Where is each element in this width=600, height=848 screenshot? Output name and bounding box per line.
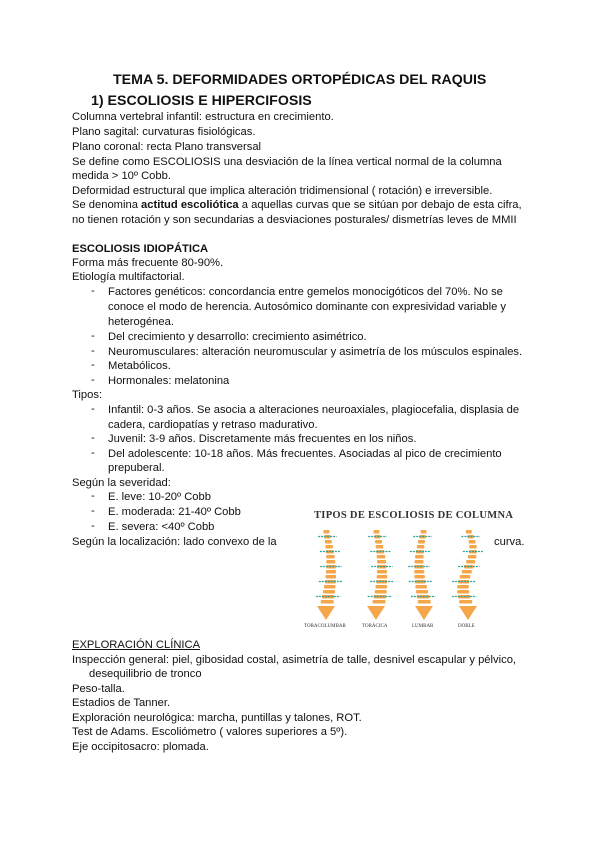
vertebra	[321, 600, 334, 604]
attitude-pre: Se denomina	[72, 199, 142, 211]
vertebra	[377, 555, 386, 559]
vertebra	[466, 560, 475, 564]
vertebra	[323, 590, 335, 594]
vertebra	[325, 545, 333, 549]
attitude-bold: actitud escoliótica	[141, 199, 239, 211]
list-item: Metabólicos.	[108, 360, 171, 372]
sacrum	[415, 606, 433, 620]
vertebra	[375, 540, 382, 544]
attitude-line	[72, 198, 522, 212]
attitude-post: a aquellas curvas que se sitúan por debajo de esta cifra,	[238, 199, 522, 211]
vertebra	[375, 590, 387, 594]
text-line: Inspección general: piel, gibosidad costal, asimetría de talle, desnivel escapular y pélvico,	[72, 654, 517, 666]
section-heading-idiopatica: ESCOLIOSIS IDIOPÁTICA	[72, 243, 209, 255]
figure-title: TIPOS DE ESCOLIOSIS DE COLUMNA	[314, 510, 514, 521]
spine-3	[452, 530, 483, 620]
vertebra	[324, 585, 336, 589]
vertebra	[415, 560, 424, 564]
list-bullet: -	[91, 447, 95, 459]
vertebra	[414, 575, 425, 579]
list-bullet: -	[91, 403, 95, 415]
vertebra	[415, 555, 424, 559]
vertebra	[377, 570, 387, 574]
vertebra	[421, 530, 427, 534]
vertebra	[469, 545, 477, 549]
vertebra	[377, 575, 388, 579]
vertebra	[414, 570, 424, 574]
text-line: no tienen rotación y son secundarias a desviaciones posturales/ dismetrías leves de MMII	[72, 214, 517, 226]
spine-0	[316, 530, 342, 620]
figure-label-toracolumbar: TORACOLUMBAR	[304, 624, 346, 629]
sacrum	[317, 606, 335, 620]
vertebra	[376, 545, 384, 549]
spine-2	[408, 530, 435, 620]
localizacion-text-end: curva.	[494, 536, 525, 548]
text-line: Test de Adams. Escoliómetro ( valores superiores a 5º).	[72, 726, 348, 738]
list-bullet: -	[91, 490, 95, 502]
section-heading-escoliosis: 1) ESCOLIOSIS E HIPERCIFOSIS	[91, 93, 312, 109]
figure-label-toracica: TORÁCICA	[362, 624, 388, 629]
vertebra	[462, 570, 472, 574]
figure-label-lumbar: LUMBAR	[412, 624, 434, 629]
spine-illustrations	[296, 510, 496, 622]
text-line-cont: desequilibrio de tronco	[89, 668, 202, 680]
vertebra	[325, 540, 332, 544]
list-item-cont: heterogénea.	[108, 316, 174, 328]
vertebra	[377, 560, 386, 564]
vertebra	[376, 585, 388, 589]
text-line: medida > 10º Cobb.	[72, 170, 171, 182]
vertebra	[418, 600, 431, 604]
document-title: TEMA 5. DEFORMIDADES ORTOPÉDICAS DEL RAQUIS	[113, 72, 487, 88]
vertebra	[466, 530, 472, 534]
severidad-label: Según la severidad:	[72, 477, 171, 489]
tipos-label: Tipos:	[72, 389, 103, 401]
list-item: Juvenil: 3-9 años. Discretamente más frecuentes en los niños.	[108, 433, 417, 445]
vertebra	[373, 600, 386, 604]
text-line: Eje occipitosacro: plomada.	[72, 741, 209, 753]
list-item-cont: prepuberal.	[108, 462, 165, 474]
list-item: E. severa: <40º Cobb	[108, 521, 215, 533]
list-bullet: -	[91, 432, 95, 444]
sacrum	[367, 606, 385, 620]
figure-label-doble: DOBLE	[458, 624, 475, 629]
list-item: Neuromusculares: alteración neuromuscular y asimetría de los músculos espinales.	[108, 346, 523, 358]
text-line: Etiología multifactorial.	[72, 271, 185, 283]
text-line: Plano sagital: curvaturas fisiológicas.	[72, 126, 256, 138]
vertebra	[326, 555, 335, 559]
text-line: Se define como ESCOLIOSIS una desviación de la línea vertical normal de la columna	[72, 156, 502, 168]
vertebra	[460, 575, 471, 579]
list-item: Hormonales: melatonina	[108, 375, 230, 387]
list-item: Infantil: 0-3 años. Se asocia a alteraciones neuroaxiales, plagiocefalia, displasia de	[108, 404, 520, 416]
text-line: Deformidad estructural que implica alteración tridimensional ( rotación) e irreversible.	[72, 185, 493, 197]
localizacion-text: Según la localización: lado convexo de la	[72, 536, 277, 548]
list-bullet: -	[91, 505, 95, 517]
vertebra	[459, 600, 472, 604]
text-line: Plano coronal: recta Plano transversal	[72, 141, 262, 153]
vertebra	[468, 555, 477, 559]
list-bullet: -	[91, 520, 95, 532]
list-bullet: -	[91, 359, 95, 371]
text-line: Estadios de Tanner.	[72, 697, 171, 709]
list-item-cont: cadera, cardiopatías y retraso madurativo.	[108, 419, 318, 431]
list-item: Del adolescente: 10-18 años. Más frecuentes. Asociadas al pico de crecimiento	[108, 448, 502, 460]
vertebra	[326, 560, 335, 564]
spine-1	[367, 530, 393, 620]
list-bullet: -	[91, 285, 95, 297]
list-item-cont: conoce el modo de herencia. Autosómico dominante con expresividad variable y	[108, 301, 507, 313]
list-item: E. moderada: 21-40º Cobb	[108, 506, 241, 518]
vertebra	[415, 585, 427, 589]
section-heading-exploracion: EXPLORACIÓN CLÍNICA	[72, 639, 201, 651]
sacrum	[459, 606, 477, 620]
vertebra	[417, 545, 425, 549]
vertebra	[418, 540, 425, 544]
vertebra	[457, 590, 469, 594]
list-item: Del crecimiento y desarrollo: crecimiento asimétrico.	[108, 331, 367, 343]
vertebra	[325, 575, 336, 579]
list-bullet: -	[91, 374, 95, 386]
vertebra	[416, 590, 428, 594]
vertebra	[326, 570, 336, 574]
vertebra	[457, 585, 469, 589]
text-line: Columna vertebral infantil: estructura en crecimiento.	[72, 111, 334, 123]
vertebra	[323, 530, 329, 534]
list-bullet: -	[91, 330, 95, 342]
list-item: Factores genéticos: concordancia entre gemelos monocigóticos del 70%. No se	[108, 286, 503, 298]
text-line: Exploración neurológica: marcha, puntillas y talones, ROT.	[72, 712, 362, 724]
vertebra	[373, 530, 379, 534]
text-line: Peso-talla.	[72, 683, 125, 695]
list-bullet: -	[91, 345, 95, 357]
list-item: E. leve: 10-20º Cobb	[108, 491, 211, 503]
text-line: Forma más frecuente 80-90%.	[72, 257, 224, 269]
vertebra	[469, 540, 476, 544]
